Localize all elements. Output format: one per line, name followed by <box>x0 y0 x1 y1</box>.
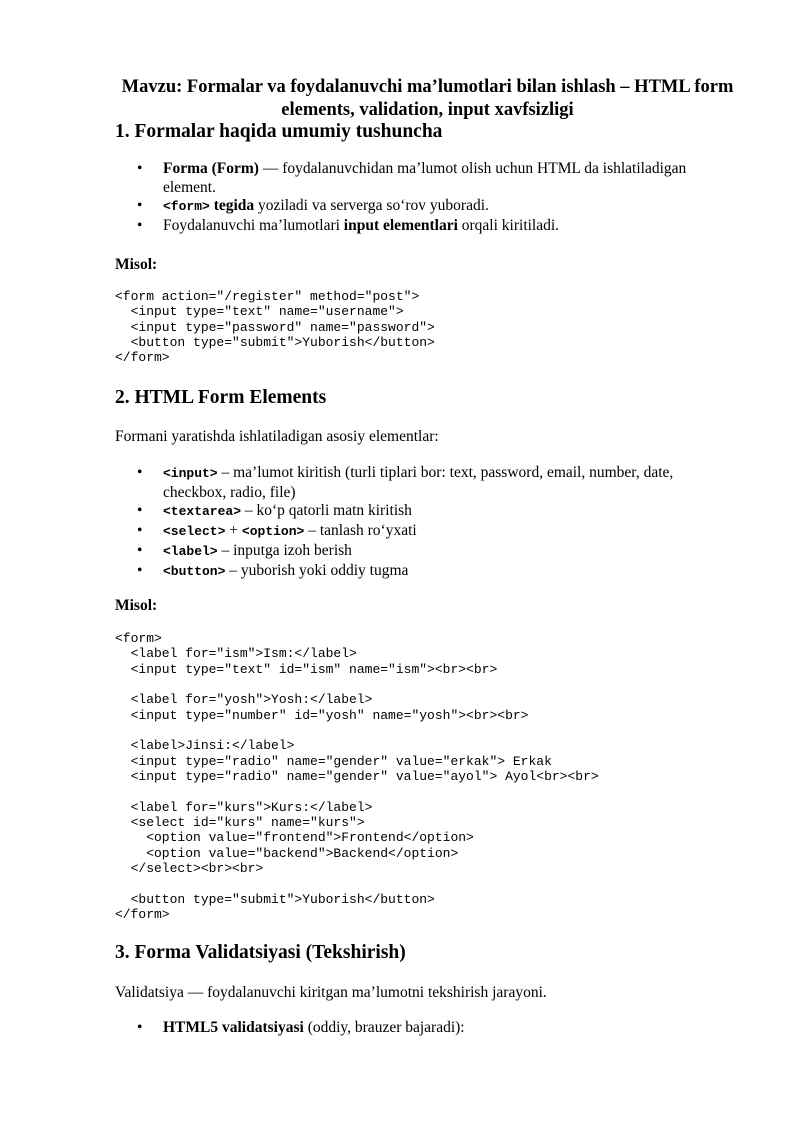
list-item <box>115 502 715 522</box>
item-bold: input elementlari <box>343 217 458 235</box>
list-item <box>115 1019 715 1038</box>
section-1-list <box>115 160 715 236</box>
list-item <box>115 562 715 582</box>
code-example-2: <form> <label for="ism">Ism:</label> <input type="text" id="ism" name="ism"><br><br> <label for="yosh">Yosh:</label> <input type="number" id="yosh" name="yosh"><br><br> <label>Jinsi:</label> <input type="radio" name="gender" value="erkak"> Erkak <input type="radio" name="gender" value="ayol"> Ayol<br><br> <label for="kurs">Kurs:</label> <select id="kurs" name="kurs"> <option value="frontend">Frontend</option> <option value="backend">Backend</option> </select><br><br> <button type="submit">Yuborish</button> </form> <box>115 631 599 923</box>
list-item <box>115 217 715 236</box>
section-3-heading: 3. Forma Validatsiyasi (Tekshirish) <box>115 942 406 963</box>
item-text: — foydalanuvchidan ma’lumot olish uchun HTML da ishlatiladigan element. <box>163 160 687 196</box>
section-2-intro: Formani yaratishda ishlatiladigan asosiy elementlar: <box>115 428 439 445</box>
item-text: – ko‘p qatorli matn kiritish <box>241 502 412 520</box>
section-2-heading: 2. HTML Form Elements <box>115 387 327 408</box>
list-item <box>115 522 715 542</box>
list-item <box>115 197 715 217</box>
code-example-1: <form action="/register" method="post"> <input type="text" name="username"> <input type="password" name="password"> <button type="submit">Yuborish</button> </form> <box>115 289 435 366</box>
item-text: Foydalanuvchi ma’lumotlari <box>163 217 344 235</box>
item-text: – tanlash ro‘yxati <box>304 522 417 540</box>
section-1-heading: 1. Formalar haqida umumiy tushuncha <box>115 121 443 142</box>
misol-label-1: Misol: <box>115 256 158 273</box>
section-2-list <box>115 464 715 581</box>
item-bold: HTML5 validatsiyasi <box>163 1019 304 1036</box>
code-option-tag: <option> <box>241 524 305 540</box>
code-textarea-tag: <textarea> <box>163 504 242 520</box>
code-select-tag: <select> <box>163 524 226 540</box>
code-button-tag: <button> <box>163 563 226 579</box>
code-form-tag: <form> <box>163 199 210 215</box>
list-item <box>115 464 715 502</box>
document-title <box>100 76 755 122</box>
section-3-intro: Validatsiya — foydalanuvchi kiritgan ma’lumotni tekshirish jarayoni. <box>115 984 547 1001</box>
title-line-1: Mavzu: Formalar va foydalanuvchi ma’lumotlari bilan ishlash – HTML form <box>121 77 734 97</box>
item-text: yoziladi va serverga so‘rov yuboradi. <box>254 197 489 215</box>
item-text: – yuborish yoki oddiy tugma <box>225 561 409 579</box>
code-input-tag: <input> <box>163 466 218 481</box>
term-form: Forma (Form) <box>163 160 259 177</box>
misol-label-2: Misol: <box>115 597 158 614</box>
section-3-list <box>115 1019 715 1038</box>
item-text: (oddiy, brauzer bajaradi): <box>303 1019 465 1036</box>
list-item <box>115 160 715 197</box>
item-text: + <box>225 522 242 540</box>
item-text: – inputga izoh berish <box>217 541 352 559</box>
list-item <box>115 542 715 562</box>
item-text: orqali kiritiladi. <box>457 217 560 235</box>
item-bold: tegida <box>209 197 255 215</box>
title-line-2: elements, validation, input xavfsizligi <box>281 100 574 120</box>
item-text: – ma’lumot kiritish (turli tiplari bor: text, password, email, number, date, checkbox, radio, file) <box>163 464 674 501</box>
code-label-tag: <label> <box>163 543 218 559</box>
